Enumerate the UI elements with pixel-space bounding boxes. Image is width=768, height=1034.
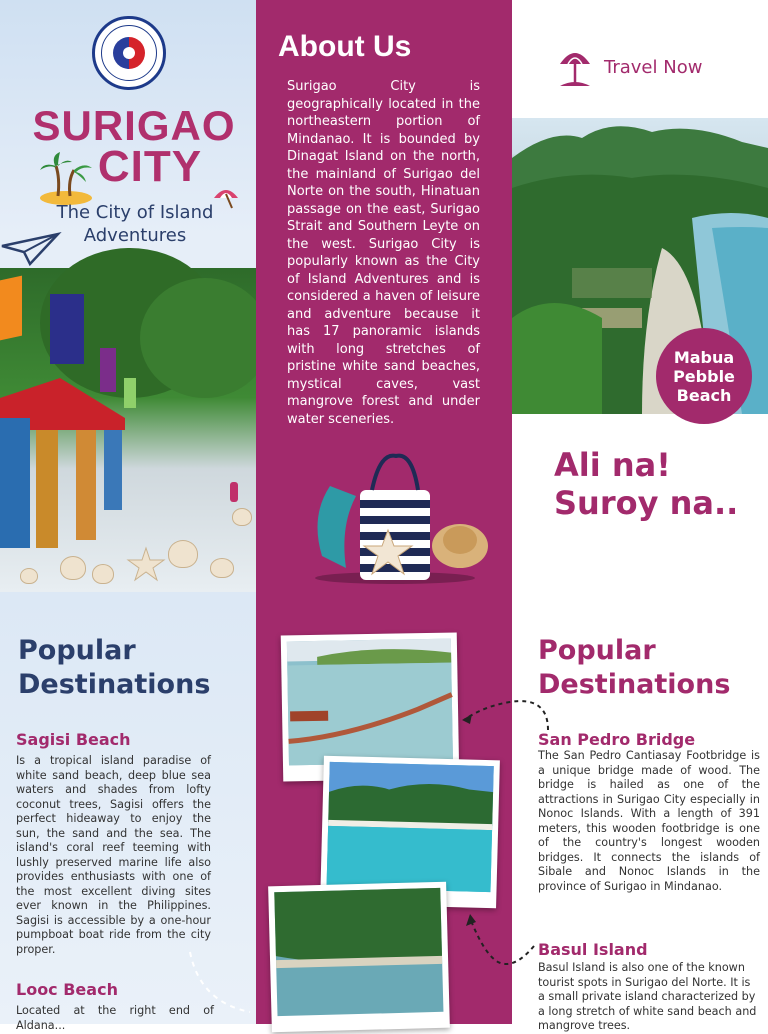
seashell [92, 564, 114, 584]
left-popular-line2: Destinations [18, 669, 211, 700]
slogan [554, 446, 738, 522]
about-panel [256, 0, 512, 592]
basul-photo [268, 882, 450, 1033]
destination-name: Basul Island [538, 940, 648, 959]
slogan-line2: Suroy na.. [554, 484, 739, 522]
basul-photo-image [274, 888, 443, 1016]
destination-name: Sagisi Beach [16, 730, 131, 749]
right-destinations-panel [512, 592, 768, 1032]
right-popular-line1: Popular [538, 635, 656, 666]
seashell [60, 556, 86, 580]
mabua-badge [656, 328, 752, 424]
left-popular-title [18, 634, 210, 702]
travel-panel [512, 0, 768, 592]
seal-emblem [113, 37, 145, 69]
mabua-line2: Pebble [673, 367, 735, 386]
left-destinations-panel [0, 592, 256, 1032]
flag-orange [0, 276, 22, 341]
palm-island-icon [36, 148, 96, 206]
cover-subtitle-line2: Adventures [83, 225, 187, 246]
paper-plane-icon [0, 230, 60, 268]
destination-description: Is a tropical island paradise of white sand beach, deep blue sea waters and shades from lofty coconut trees, Sagisi offers the perfect hideaway to enjoy the sun, the sand and the sea. The island's coral reef teeming with lushly preserved marine life also provides enthusiasts with one of the most excellent diving sites ever known in the Philippines. Sagisi is accessible by a one-hour pumpboat boat ride from the city proper. [16, 754, 211, 956]
beach-bag-illustration [300, 446, 490, 586]
starfish-icon [126, 546, 166, 582]
bridge-photo-image [287, 639, 453, 766]
destination-description: The San Pedro Cantiasay Footbridge is a unique bridge made of wood. The bridge is hailed as one of the attractions in Surigao City especially in Nonoc Islands. With a length of 391 meters, this wooden footbridge is one of the country's longest wooden bridges. It connects the islands of Sibale and Nonoc Islands in the province of Surigao in Mindanao. [538, 749, 760, 893]
cover-panel [0, 0, 256, 592]
city-seal-logo [92, 16, 166, 90]
destination-name: Looc Beach [16, 980, 118, 999]
about-title: About Us [278, 30, 412, 63]
cover-title-line2: CITY [97, 142, 203, 191]
right-popular-line2: Destinations [538, 669, 731, 700]
red-tent [0, 378, 130, 548]
dashed-arrow-icon [180, 952, 256, 1024]
beach-market-photo [0, 268, 256, 592]
island-photo-image [327, 762, 494, 892]
about-body: Surigao City is geographically located in the northeastern portion of Mindanao. It is bounded by Dinagat Island on the north, the mainland of Surigao del Norte on the south, Hinatuan passage on the east, Surigao Strait and Southern Leyte on the west. Surigao City is popularly known as the City of Island Adventures and is considered a haven of leisure and adventure because it has 17 panoramic islands with long stretches of pristine white sand beaches, mystical caves, vast mangrove forest and under water sceneries. [287, 79, 480, 427]
seashell [232, 508, 252, 526]
destination-name: San Pedro Bridge [538, 730, 696, 749]
tree-canopy [140, 278, 270, 398]
destination-description: Located at the right end of Aldana... [16, 1004, 214, 1032]
mabua-line3: Beach [676, 386, 732, 405]
beach-umbrella-icon [558, 46, 592, 88]
mabua-line1: Mabua [673, 348, 735, 367]
slogan-line1: Ali na! [554, 446, 671, 484]
flag-blue [50, 294, 84, 364]
seashell [168, 540, 198, 568]
dashed-arrow-icon [464, 910, 536, 974]
seashell [20, 568, 38, 584]
destination-description: Basul Island is also one of the known tourist spots in Surigao del Norte. It is a small private island characterized by a long stretch of white sand beach and mangrove trees. [538, 961, 757, 1032]
seashell [210, 558, 234, 578]
cover-title-line1: SURIGAO [32, 102, 236, 149]
cover-subtitle-line1: The City of Island [56, 202, 214, 223]
right-popular-title [538, 634, 730, 702]
left-popular-line1: Popular [18, 635, 136, 666]
travel-now-label: Travel Now [604, 57, 703, 78]
person-figure [230, 482, 238, 502]
